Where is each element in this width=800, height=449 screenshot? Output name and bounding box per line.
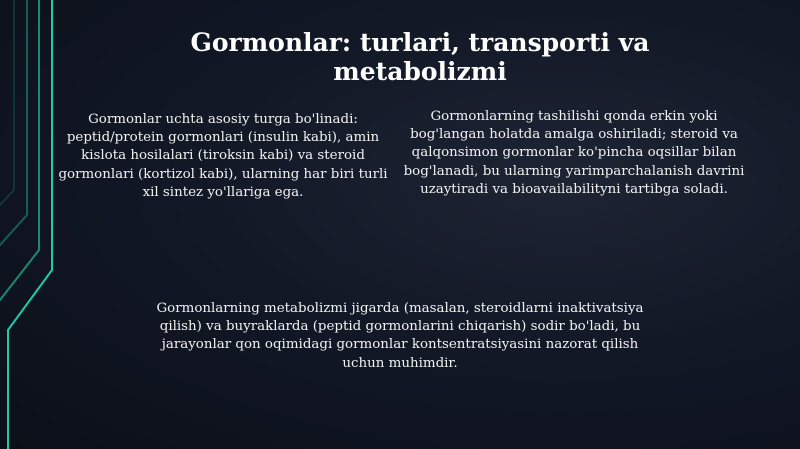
slide-title: Gormonlar: turlari, transporti va metabolizmi [190,28,650,86]
accent-line-middle [0,0,39,300]
circuit-lines-decoration [0,0,70,449]
paragraph-hormone-transport: Gormonlarning tashilishi qonda erkin yoki bog'langan holatda amalga oshiriladi; steroid va qalqonsimon gormonlar ko'pincha oqsillar bilan bog'lanadi, bu ularning yarimparchalanish davrini uzaytiradi va bioavailabilityni tartibga soladi. [403,109,745,197]
paragraph-hormone-types: Gormonlar uchta asosiy turga bo'linadi: peptid/protein gormonlari (insulin kabi), amin kislota hosilalari (tiroksin kabi) va steroid gormonlari (kortizol kabi), ularning har biri turli xil sintez yo'llariga ega. [58,112,388,200]
paragraph-hormone-metabolism: Gormonlarning metabolizmi jigarda (masalan, steroidlarni inaktivatsiya qilish) va buyraklarda (peptid gormonlarini chiqarish) sodir bo'ladi, bu jarayonlar qon oqimidagi gormonlar kontsentratsiyasini nazorat qilish uchun muhimdir. [156,301,644,371]
accent-line-faint [0,0,14,205]
